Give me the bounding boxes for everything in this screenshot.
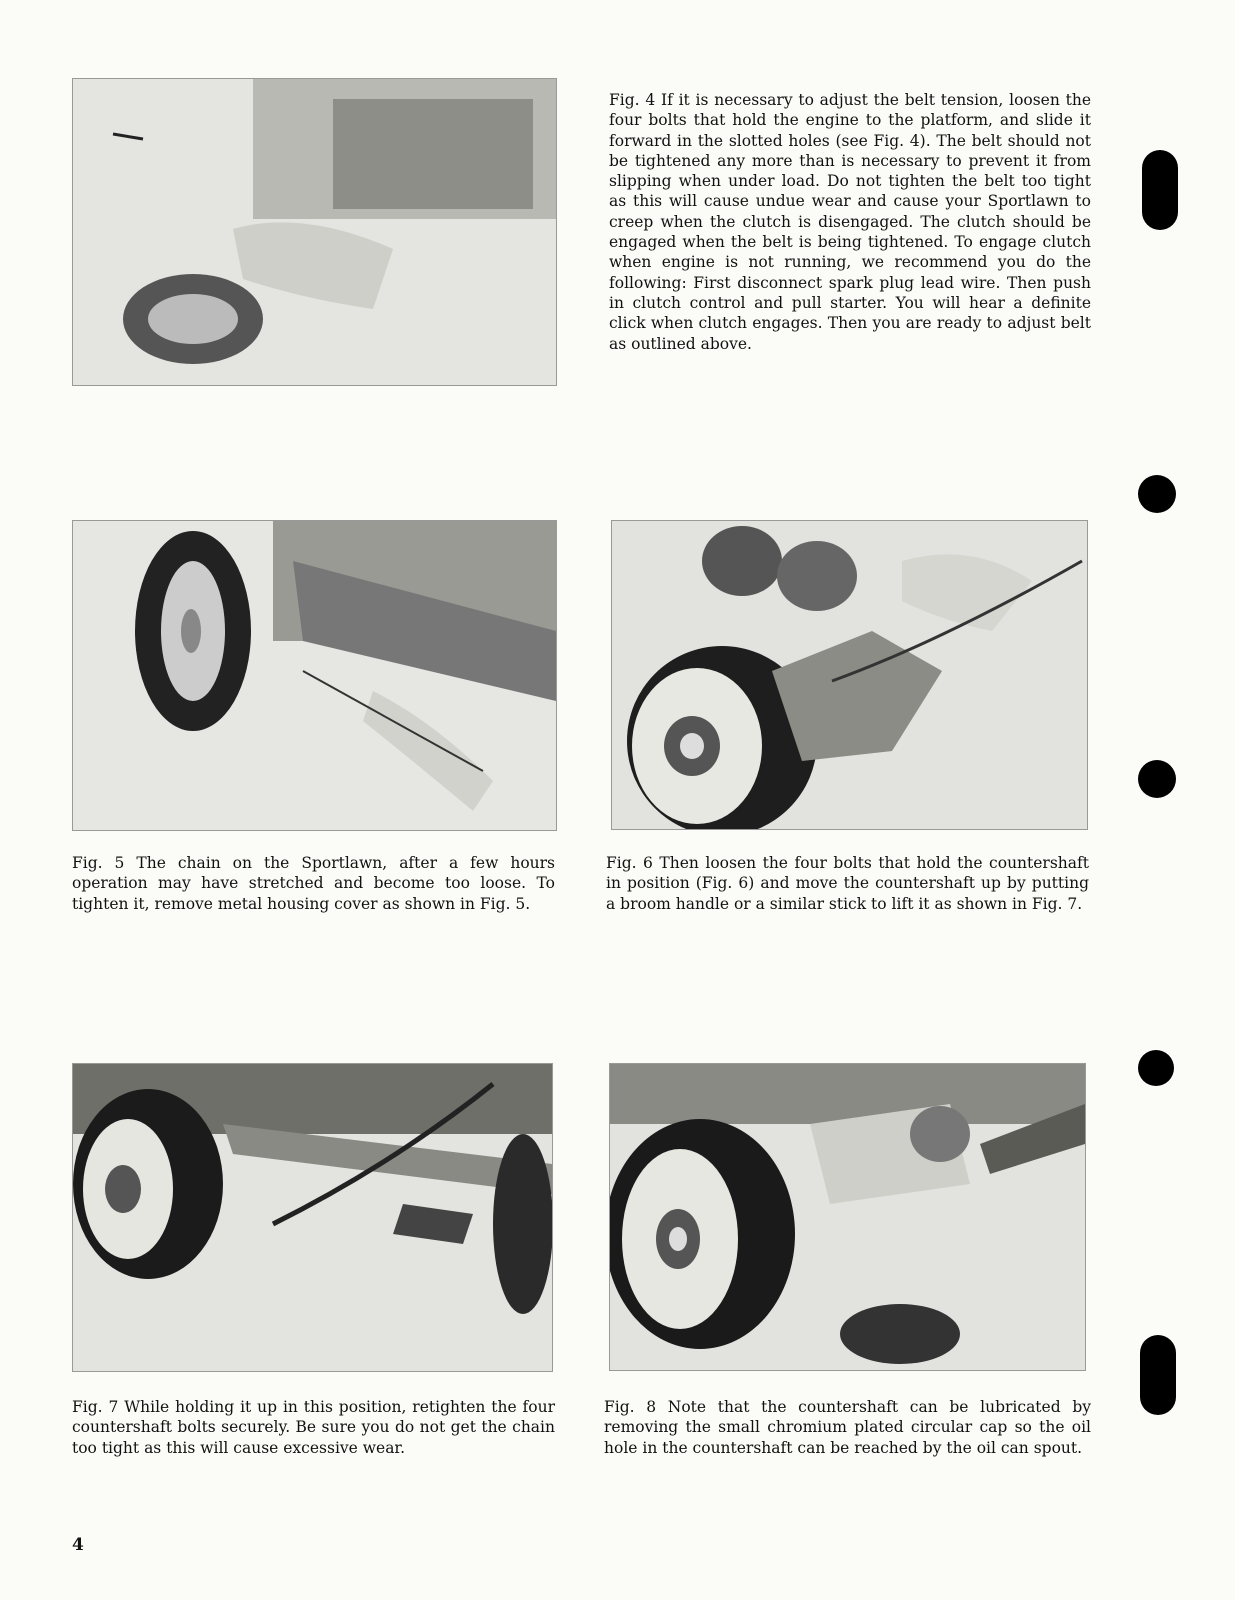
fig8-caption: Fig. 8 Note that the countershaft can be lubricated by removing the small chromium plated circular cap so the oil hole in the countershaft can be reached by the oil can spout.: [604, 1398, 1091, 1457]
binder-hole-lower-middle: [1138, 1050, 1174, 1086]
fig6-caption: Fig. 6 Then loosen the four bolts that hold the countershaft in position (Fig. 6) and move the countershaft up by putting a broom handle or a similar stick to lift it as shown in Fig. 7.: [606, 854, 1089, 913]
binder-hole-middle: [1138, 760, 1176, 798]
fig5-caption: Fig. 5 The chain on the Sportlawn, after a few hours operation may have stretched and become too loose. To tighten it, remove metal housing cover as shown in Fig. 5.: [72, 854, 555, 913]
fig5-photo: [72, 520, 557, 831]
fig7-photo: [72, 1063, 553, 1372]
fig4-photo: [72, 78, 557, 386]
binder-hole-bottom: [1140, 1335, 1176, 1415]
fig4-caption: Fig. 4 If it is necessary to adjust the belt tension, loosen the four bolts that hold the engine to the platform, and slide it forward in the slotted holes (see Fig. 4). The belt should not be tightened any more than is necessary to prevent it from slipping when under load. Do not tighten the belt too tight as this will cause undue wear and cause your Sportlawn to creep when the clutch is disengaged. The clutch should be engaged when the belt is being tightened. To engage clutch when engine is not running, we recommend you do the following: First disconnect spark plug lead wire. Then push in clutch control and pull starter. You will hear a definite click when clutch engages. Then you are ready to adjust belt as outlined above.: [609, 91, 1091, 353]
fig8-photo: [609, 1063, 1086, 1371]
fig7-caption: Fig. 7 While holding it up in this position, retighten the four countershaft bolts securely. Be sure you do not get the chain too tight as this will cause excessive wear.: [72, 1398, 555, 1457]
binder-hole-upper-middle: [1138, 475, 1176, 513]
binder-hole-top: [1142, 150, 1178, 230]
fig6-photo: [611, 520, 1088, 830]
page-number: 4: [72, 1535, 84, 1555]
